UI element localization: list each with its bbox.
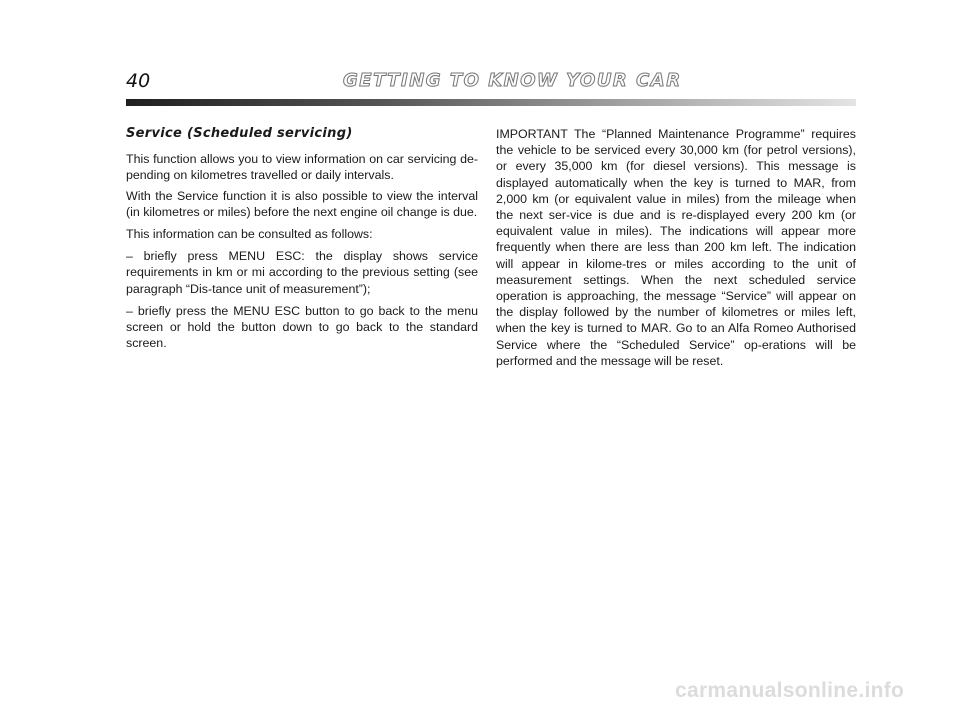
right-column bbox=[496, 126, 856, 375]
paragraph: – briefly press the MENU ESC button to go back to the menu screen or hold the button down to go back to the standard screen. bbox=[126, 303, 478, 351]
watermark: carmanualsonline.info bbox=[675, 679, 905, 702]
important-note: IMPORTANT The “Planned Maintenance Programme” requires the vehicle to be serviced every 30,000 km (for petrol versions), or every 35,000 km (for diesel versions). This message is displayed automatically when the key is turned to MAR, from 2,000 km (or equivalent value in miles) from the mileage when the next ser-vice is due and is re-displayed every 200 km (or equivalent value in miles). The indications will appear more frequently when there are less than 200 km left. The indication will appear in kilome-tres or miles according to the unit of measurement settings. When the next scheduled service operation is approaching, the message “Service” will appear on the display followed by the number of kilometres or miles left, when the key is turned to MAR. Go to an Alfa Romeo Authorised Service where the “Scheduled Service” op-erations will be performed and the message will be reset. bbox=[496, 127, 856, 368]
left-column bbox=[126, 126, 478, 357]
header-rule bbox=[126, 99, 856, 106]
paragraph: This function allows you to view information on car servicing de-pending on kilometres travelled or daily intervals. bbox=[126, 152, 478, 183]
paragraph: This information can be consulted as follows: bbox=[126, 227, 373, 242]
page-number: 40 bbox=[126, 70, 151, 92]
chapter-title: GETTING TO KNOW YOUR CAR bbox=[343, 70, 682, 91]
paragraph: With the Service function it is also possible to view the interval (in kilometres or miles) before the next engine oil change is due. bbox=[126, 188, 478, 219]
section-heading: Service (Scheduled servicing) bbox=[126, 126, 353, 141]
paragraph: – briefly press MENU ESC: the display shows service requirements in km or mi according to the previous setting (see paragraph “Dis-tance unit of measurement”); bbox=[126, 249, 478, 296]
